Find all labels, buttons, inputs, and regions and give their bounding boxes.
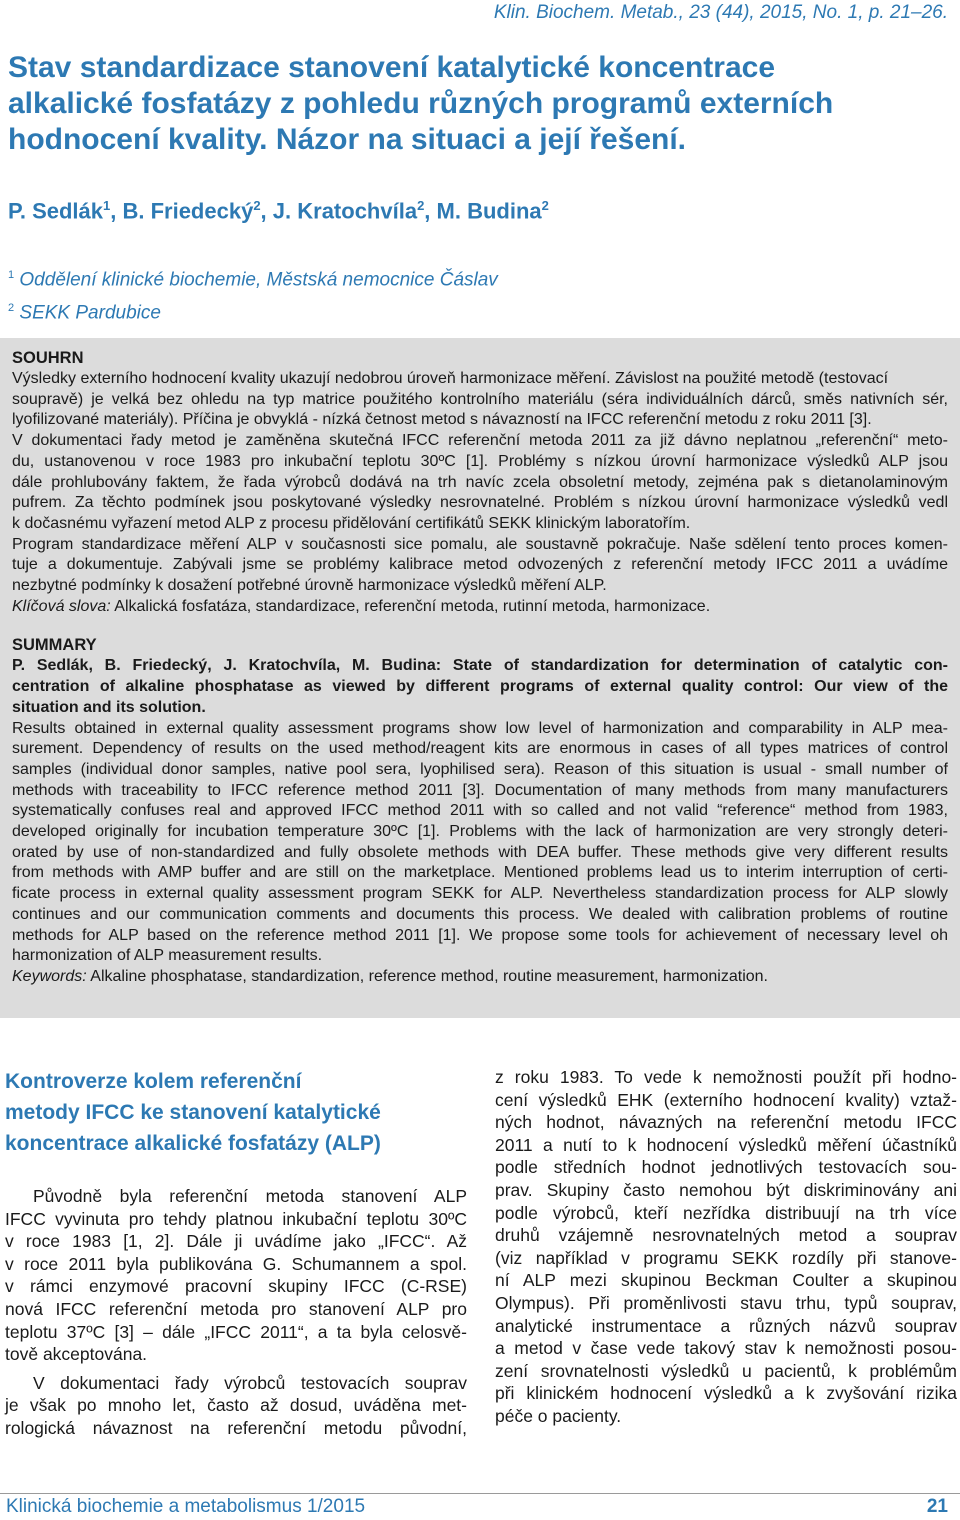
body-line: (viz například v programu SEKK rozdíly při stanove- [495,1247,957,1268]
affiliation-item [8,294,498,327]
souhrn-line: du, ustanovenou v roce 1983 pro inkubační teplotu 30ºC [1]. Problémy s nízkou úrovní harmonizace výsledků ALP jsou [12,452,948,470]
left-column [5,1066,467,1440]
summary-line: from methods with AMP buffer and are still on the marketplace. Mentioned problems lead us to interim interruption of certi- [12,864,948,882]
souhrn-line: Výsledky externího hodnocení kvality ukazují nedobrou úroveň harmonizace měření. Závislost na použité metodě (testovací [12,370,889,387]
souhrn-keywords-label: Klíčová slova: [12,597,111,615]
summary-line: samples (individual donor samples, native pool sera, lyophilised sera). Reason of this situation is usual - small number of [12,760,948,778]
body-line: ní ALP mezi skupinou Beckman Coulter a skupinou [495,1270,957,1291]
author-separator: , [110,198,123,224]
summary-line: surement. Dependency of results on the used method/reagent kits are enormous in cases of all types matrices of control [12,740,948,758]
body-line: ných hodnot, návazných na referenční metodu IFCC [495,1112,957,1133]
author-name: P. Sedlák [8,198,103,224]
summary-keywords-label: Keywords: [12,967,87,985]
summary-line: methods with traceability to IFCC reference method 2011 [3]. Documentation of many methods from many manufacturers [12,781,948,799]
author-name: B. Friedecký [122,198,254,224]
section-heading-line: metody IFCC ke stanovení katalytické [5,1101,381,1124]
summary-keywords [12,967,948,988]
abstract-content [12,348,948,988]
affiliation-list [8,261,498,328]
affiliation-text: Oddělení klinické biochemie, Městská nemocnice Čáslav [19,269,498,291]
body-line: při klinickém hodnocení výsledků a k zvyšování rizika [495,1383,957,1404]
body-line: v roce 1983 [1, 2]. Dále ji uvádíme jako „IFCC“. Až [5,1231,467,1252]
summary-keywords-text: Alkaline phosphatase, standardization, reference method, routine measurement, harmonization. [86,967,768,985]
body-line: Původně byla referenční metoda stanovení ALP [33,1186,467,1206]
author-affiliation-mark: 1 [103,198,111,213]
body-line: V dokumentaci řady výrobců testovacích souprav [33,1372,467,1393]
souhrn-keywords [12,597,948,618]
author-affiliation-mark: 2 [541,198,549,213]
souhrn-line: pufrem. Za těchto podmínek jsou poskytované výsledky nesrovnatelné. Problém s nízkou úrovní harmonizace výsledků vedl [12,494,948,512]
souhrn-line: V dokumentaci řady metod je zaměněna skutečná IFCC referenční metoda 2011 za již dávno neplatnou „referenční“ meto- [12,432,948,450]
affiliation-item [8,261,498,294]
summary-line: methods for ALP based on the reference method 2011 [1]. We propose some tools for achievement of necessary level oh [12,926,948,944]
author-affiliation-mark: 2 [253,198,261,213]
article-title [8,50,938,158]
footer-journal: Klinická biochemie a metabolismus 1/2015 [6,1496,366,1517]
left-paragraph [5,1372,467,1440]
souhrn-line: dále prohlubovány faktem, že řada výrobců dodává na trh navíc zcela obsoletní metody, zejména pak s dietanolaminovým [12,473,948,491]
body-line: v rámci enzymové pracovní skupiny IFCC (C-RSE) [5,1276,467,1297]
body-line: je však po mnoho let, často až dosud, uváděna met- [5,1395,467,1416]
body-line: rologická návaznost na referenční metodu původní, [5,1417,467,1438]
summary-line: developed originally for incubation temperature 30ºC [1]. Problems with the lack of harmonization are very strongly deteri- [12,823,948,841]
right-column [495,1066,957,1428]
body-line: nová IFCC referenční metoda pro stanovení ALP pro [5,1298,467,1319]
abstract-box [0,338,960,1018]
summary-line: harmonization of ALP measurement results. [12,947,323,965]
summary-line: systematically confuses real and approved IFCC method 2011 with so called and not valid “reference“ method from 1983, [12,802,948,820]
souhrn-line: soupravě) je velká bez ohledu na typ matrice použitého kontrolního materiálu (séra individuálních dárců, směs nativních sér, [12,390,948,408]
body-line: analytické instrumentace a různých názvů souprav [495,1315,957,1336]
summary-title [12,656,948,718]
body-line: cení výsledků EHK (externího hodnocení kvality) vztaž- [495,1089,957,1110]
page-number: 21 [926,1496,948,1517]
body-line: druhů vzájemně nesrovnatelných metod a souprav [495,1225,957,1246]
body-line: IFCC vyvinuta pro tehdy platnou inkubační teplotu 30ºC [5,1208,467,1229]
souhrn-keywords-text: Alkalická fosfatáza, standardizace, referenční metoda, rutinní metoda, harmonizace. [110,597,711,615]
body-line: z roku 1983. To vede k nemožnosti použít při hodno- [495,1067,957,1087]
author-separator: , [424,198,437,224]
summary-line: Results obtained in external quality assessment programs show low level of harmonization and comparability in ALP mea- [12,719,948,737]
souhrn-line: nezbytné podmínky k dosažení potřebné úrovně harmonizace výsledků měření ALP. [12,577,607,595]
body-line: Olympus). Při proměnlivosti stavu trhu, typů souprav, [495,1292,957,1313]
author-name: J. Kratochvíla [272,198,418,224]
title-line: alkalické fosfatázy z pohledu různých programů externích [8,87,834,120]
summary-heading: SUMMARY [12,636,97,655]
body-line: prav. Skupiny často nemohou být diskriminovány ani [495,1179,957,1200]
abstract-spacer [12,617,948,635]
section-heading-line: Kontroverze kolem referenční [5,1070,302,1093]
title-line: hodnocení kvality. Názor na situaci a její řešení. [8,123,687,156]
body-line: zení srovnatelnosti výsledků u pacientů, k problémům [495,1360,957,1381]
souhrn-text [12,369,948,617]
title-line: Stav standardizace stanovení katalytické koncentrace [8,51,776,84]
author-separator: , [260,198,273,224]
heading-spacer [5,1159,467,1185]
souhrn-line: tuje a dokumentuje. Zabývali jsme se problémy kalibrace metod odvozených z referenční metody IFCC 2011 a uvádíme [12,556,948,574]
body-line: podle středních hodnot jednotlivých testovacích sou- [495,1157,957,1178]
body-line: podle výrobců, kteří nezřídka distribuují na trh více [495,1202,957,1223]
body-line: v roce 2011 byla publikována G. Schumannem a spol. [5,1253,467,1274]
summary-line: orated by use of non-standardized and fully obsolete methods with DEA buffer. These methods give very different results [12,843,948,861]
journal-reference: Klin. Biochem. Metab., 23 (44), 2015, No. 1, p. 21–26. [493,2,948,23]
footer-divider [0,1493,960,1494]
left-paragraph [5,1185,467,1366]
section-heading [5,1066,467,1159]
souhrn-line: lyofilizované materiály). Příčina je obvyklá - nízká četnost metod s návazností na IFCC referenční metodu z roku 2011 [3]. [12,411,872,429]
souhrn-line: Program standardizace měření ALP v současnosti sice pomalu, ale soustavně pokračuje. Naše sdělení tento proces komen- [12,535,948,553]
souhrn-heading: SOUHRN [12,349,84,367]
author-list [8,198,549,224]
affiliation-text: SEKK Pardubice [19,302,161,324]
author-name: M. Budina [436,198,542,224]
summary-title-line: centration of alkaline phosphatase as viewed by different programs of external quality control: Our view of the [12,678,948,696]
author-affiliation-mark: 2 [417,198,425,213]
body-line: 2011 a nutí to k hodnocení výsledků měření účastníků [495,1134,957,1155]
affiliation-number: 2 [8,302,15,315]
body-line: teplotu 37ºC [3] – dále „IFCC 2011“, a ta byla celosvě- [5,1321,467,1342]
affiliation-number: 1 [8,269,15,281]
summary-line: ficate process in external quality assessment program SEKK for ALP. Nevertheless standardization process for ALP slowly [12,885,948,903]
summary-line: continues and our communication comments and documents this process. We dealed with calibration problems of routine [12,905,948,923]
section-heading-line: koncentrace alkalické fosfatázy (ALP) [5,1132,381,1155]
body-line: péče o pacienty. [495,1405,622,1426]
summary-text [12,719,948,988]
souhrn-line: k dočasnému vyřazení metod ALP z procesu přidělování certifikátů SEKK klinickým laboratořím. [12,514,691,532]
body-line: tově akceptována. [5,1344,148,1365]
summary-title-line: situation and its solution. [12,698,206,716]
summary-title-line: P. Sedlák, B. Friedecký, J. Kratochvíla, M. Budina: State of standardization for determination of catalytic con- [12,657,948,675]
body-line: a metod v čase vede takový stav k nemožnosti posou- [495,1338,957,1359]
